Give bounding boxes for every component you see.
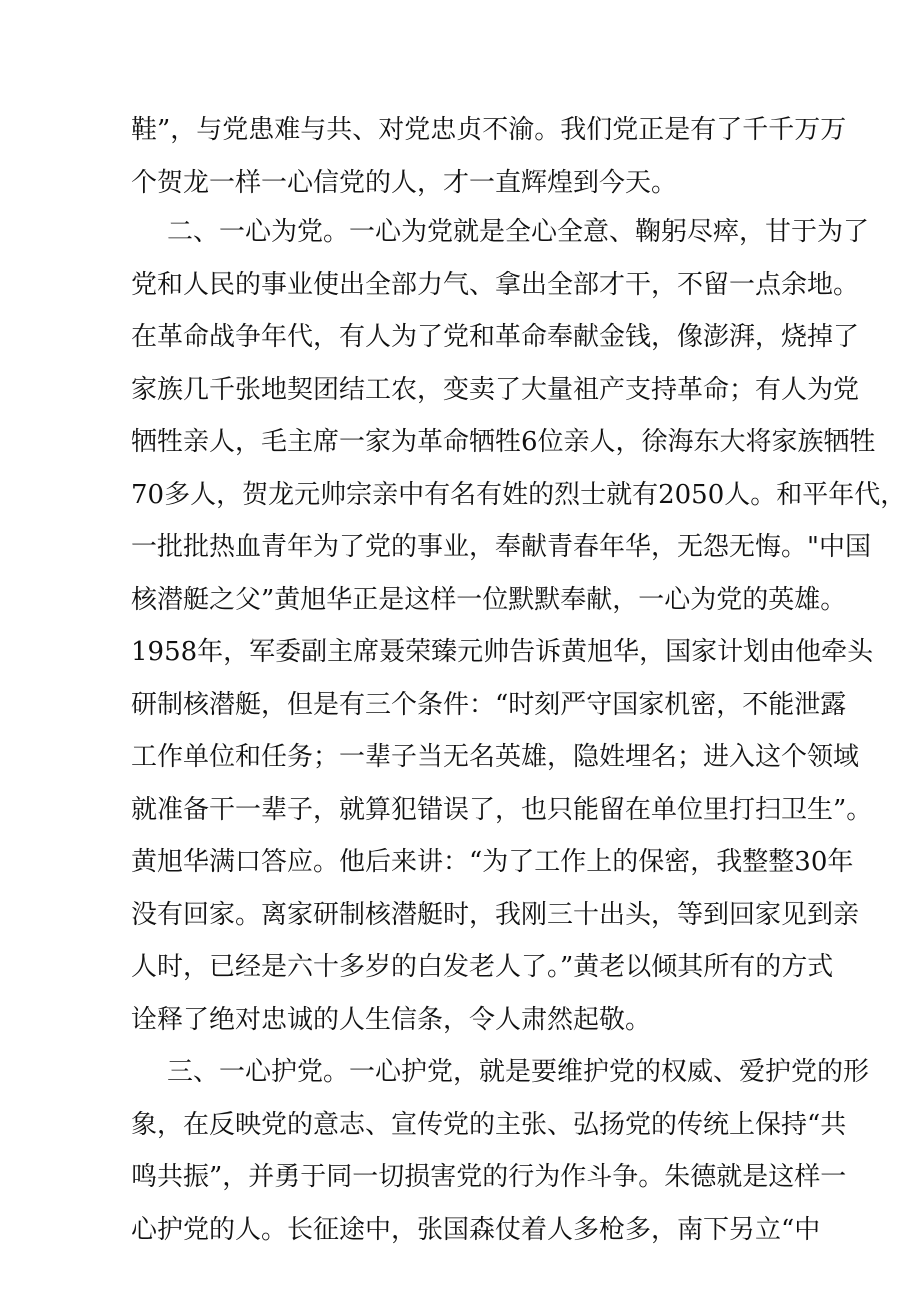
text-line: 二、一心为党。一心为党就是全心全意、鞠躬尽瘁，甘于为了 (167, 217, 870, 247)
text-line: 就准备干一辈子，就算犯错误了，也只能留在单位里打扫卫生”。 (131, 794, 873, 825)
text-line: 党和人民的事业使出全部力气、拿出全部才干，不留一点余地。 (131, 269, 860, 300)
text-line: 在革命战争年代，有人为了党和革命奉献金钱，像澎湃，烧掉了 (131, 322, 860, 352)
text-line: 三、一心护党。一心护党，就是要维护党的权威、爱护党的形 (167, 1057, 870, 1087)
text-line: 黄旭华满口答应。他后来讲：“为了工作上的保密，我整整30年 (131, 847, 854, 877)
text-line: 70多人，贺龙元帅宗亲中有名有姓的烈士就有2050人。和平年代， (131, 479, 907, 510)
text-line: 家族几千张地契团结工农，变卖了大量祖产支持革命；有人为党 (131, 374, 860, 405)
text-line: 没有回家。离家研制核潜艇时，我刚三十出头，等到回家见到亲 (131, 899, 860, 930)
paragraph-2 (131, 206, 907, 1046)
text-line: 鞋”，与党患难与共、对党忠贞不渝。我们党正是有了千千万万 (131, 115, 847, 145)
text-line: 诠释了绝对忠诚的人生信条，令人肃然起敬。 (131, 1004, 652, 1035)
text-line: 研制核潜艇，但是有三个条件：“时刻严守国家机密，不能泄露 (131, 689, 847, 720)
text-line: 工作单位和任务；一辈子当无名英雄，隐姓埋名；进入这个领域 (131, 742, 860, 772)
text-line: 牺牲亲人，毛主席一家为革命牺牲6位亲人，徐海东大将家族牺牲 (131, 427, 876, 457)
paragraph-1 (131, 104, 847, 209)
paragraph-3 (131, 1046, 870, 1256)
text-line: 鸣共振”，并勇于同一切损害党的行为作斗争。朱德就是这样一 (131, 1162, 847, 1192)
text-line: 一批批热血青年为了党的事业，奉献青春年华，无怨无悔。"中国 (131, 532, 871, 562)
text-line: 象，在反映党的意志、宣传党的主张、弘扬党的传统上保持“共 (131, 1109, 847, 1140)
text-line: 个贺龙一样一心信党的人，才一直辉煌到今天。 (131, 167, 678, 198)
text-line: 心护党的人。长征途中，张国森仗着人多枪多，南下另立“中 (131, 1214, 821, 1245)
text-line: 人时，已经是六十多岁的白发老人了。”黄老以倾其所有的方式 (131, 952, 834, 982)
text-line: 核潜艇之父”黄旭华正是这样一位默默奉献，一心为党的英雄。 (131, 584, 847, 615)
text-line: 1958年，军委副主席聂荣臻元帅告诉黄旭华，国家计划由他牵头 (131, 637, 874, 667)
